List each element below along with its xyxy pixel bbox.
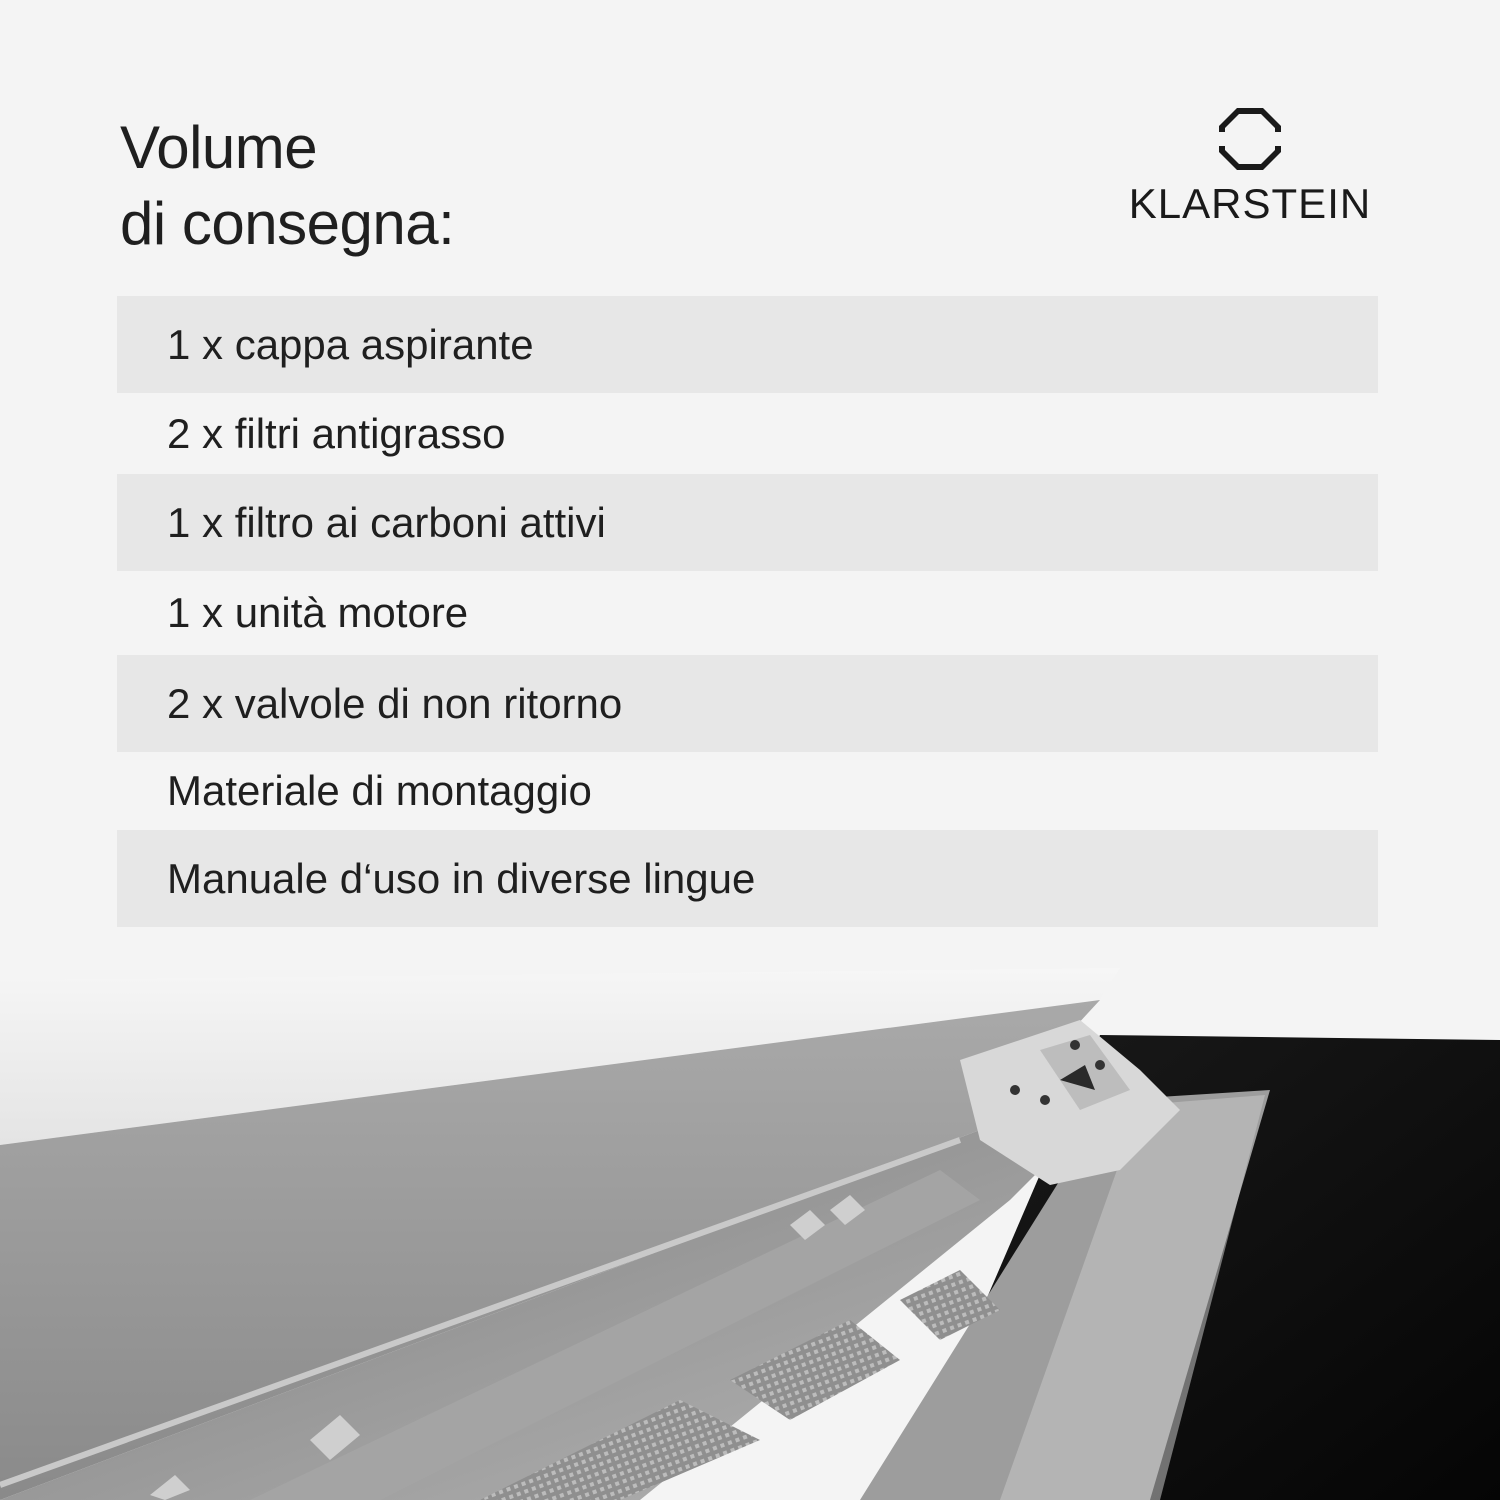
list-item: 2 x valvole di non ritorno [117, 655, 1378, 752]
delivery-list [117, 296, 1378, 927]
list-item: 1 x cappa aspirante [117, 296, 1378, 393]
list-item: 2 x filtri antigrasso [167, 409, 506, 457]
list-item: 1 x unità motore [167, 589, 469, 636]
list-item: Materiale di montaggio [167, 767, 592, 814]
cooker-hood-image [0, 940, 1500, 1500]
list-item: Manuale d‘uso in diverse lingue [117, 830, 1378, 927]
brand-name: KLARSTEIN [1128, 180, 1372, 227]
title-line-2: di consegna: [120, 190, 455, 257]
page-title [120, 110, 454, 262]
octagon-corners-icon [1219, 108, 1281, 170]
brand-logo [1115, 108, 1385, 228]
title-line-1: Volume [120, 114, 318, 181]
list-item: 1 x filtro ai carboni attivi [117, 474, 1378, 571]
